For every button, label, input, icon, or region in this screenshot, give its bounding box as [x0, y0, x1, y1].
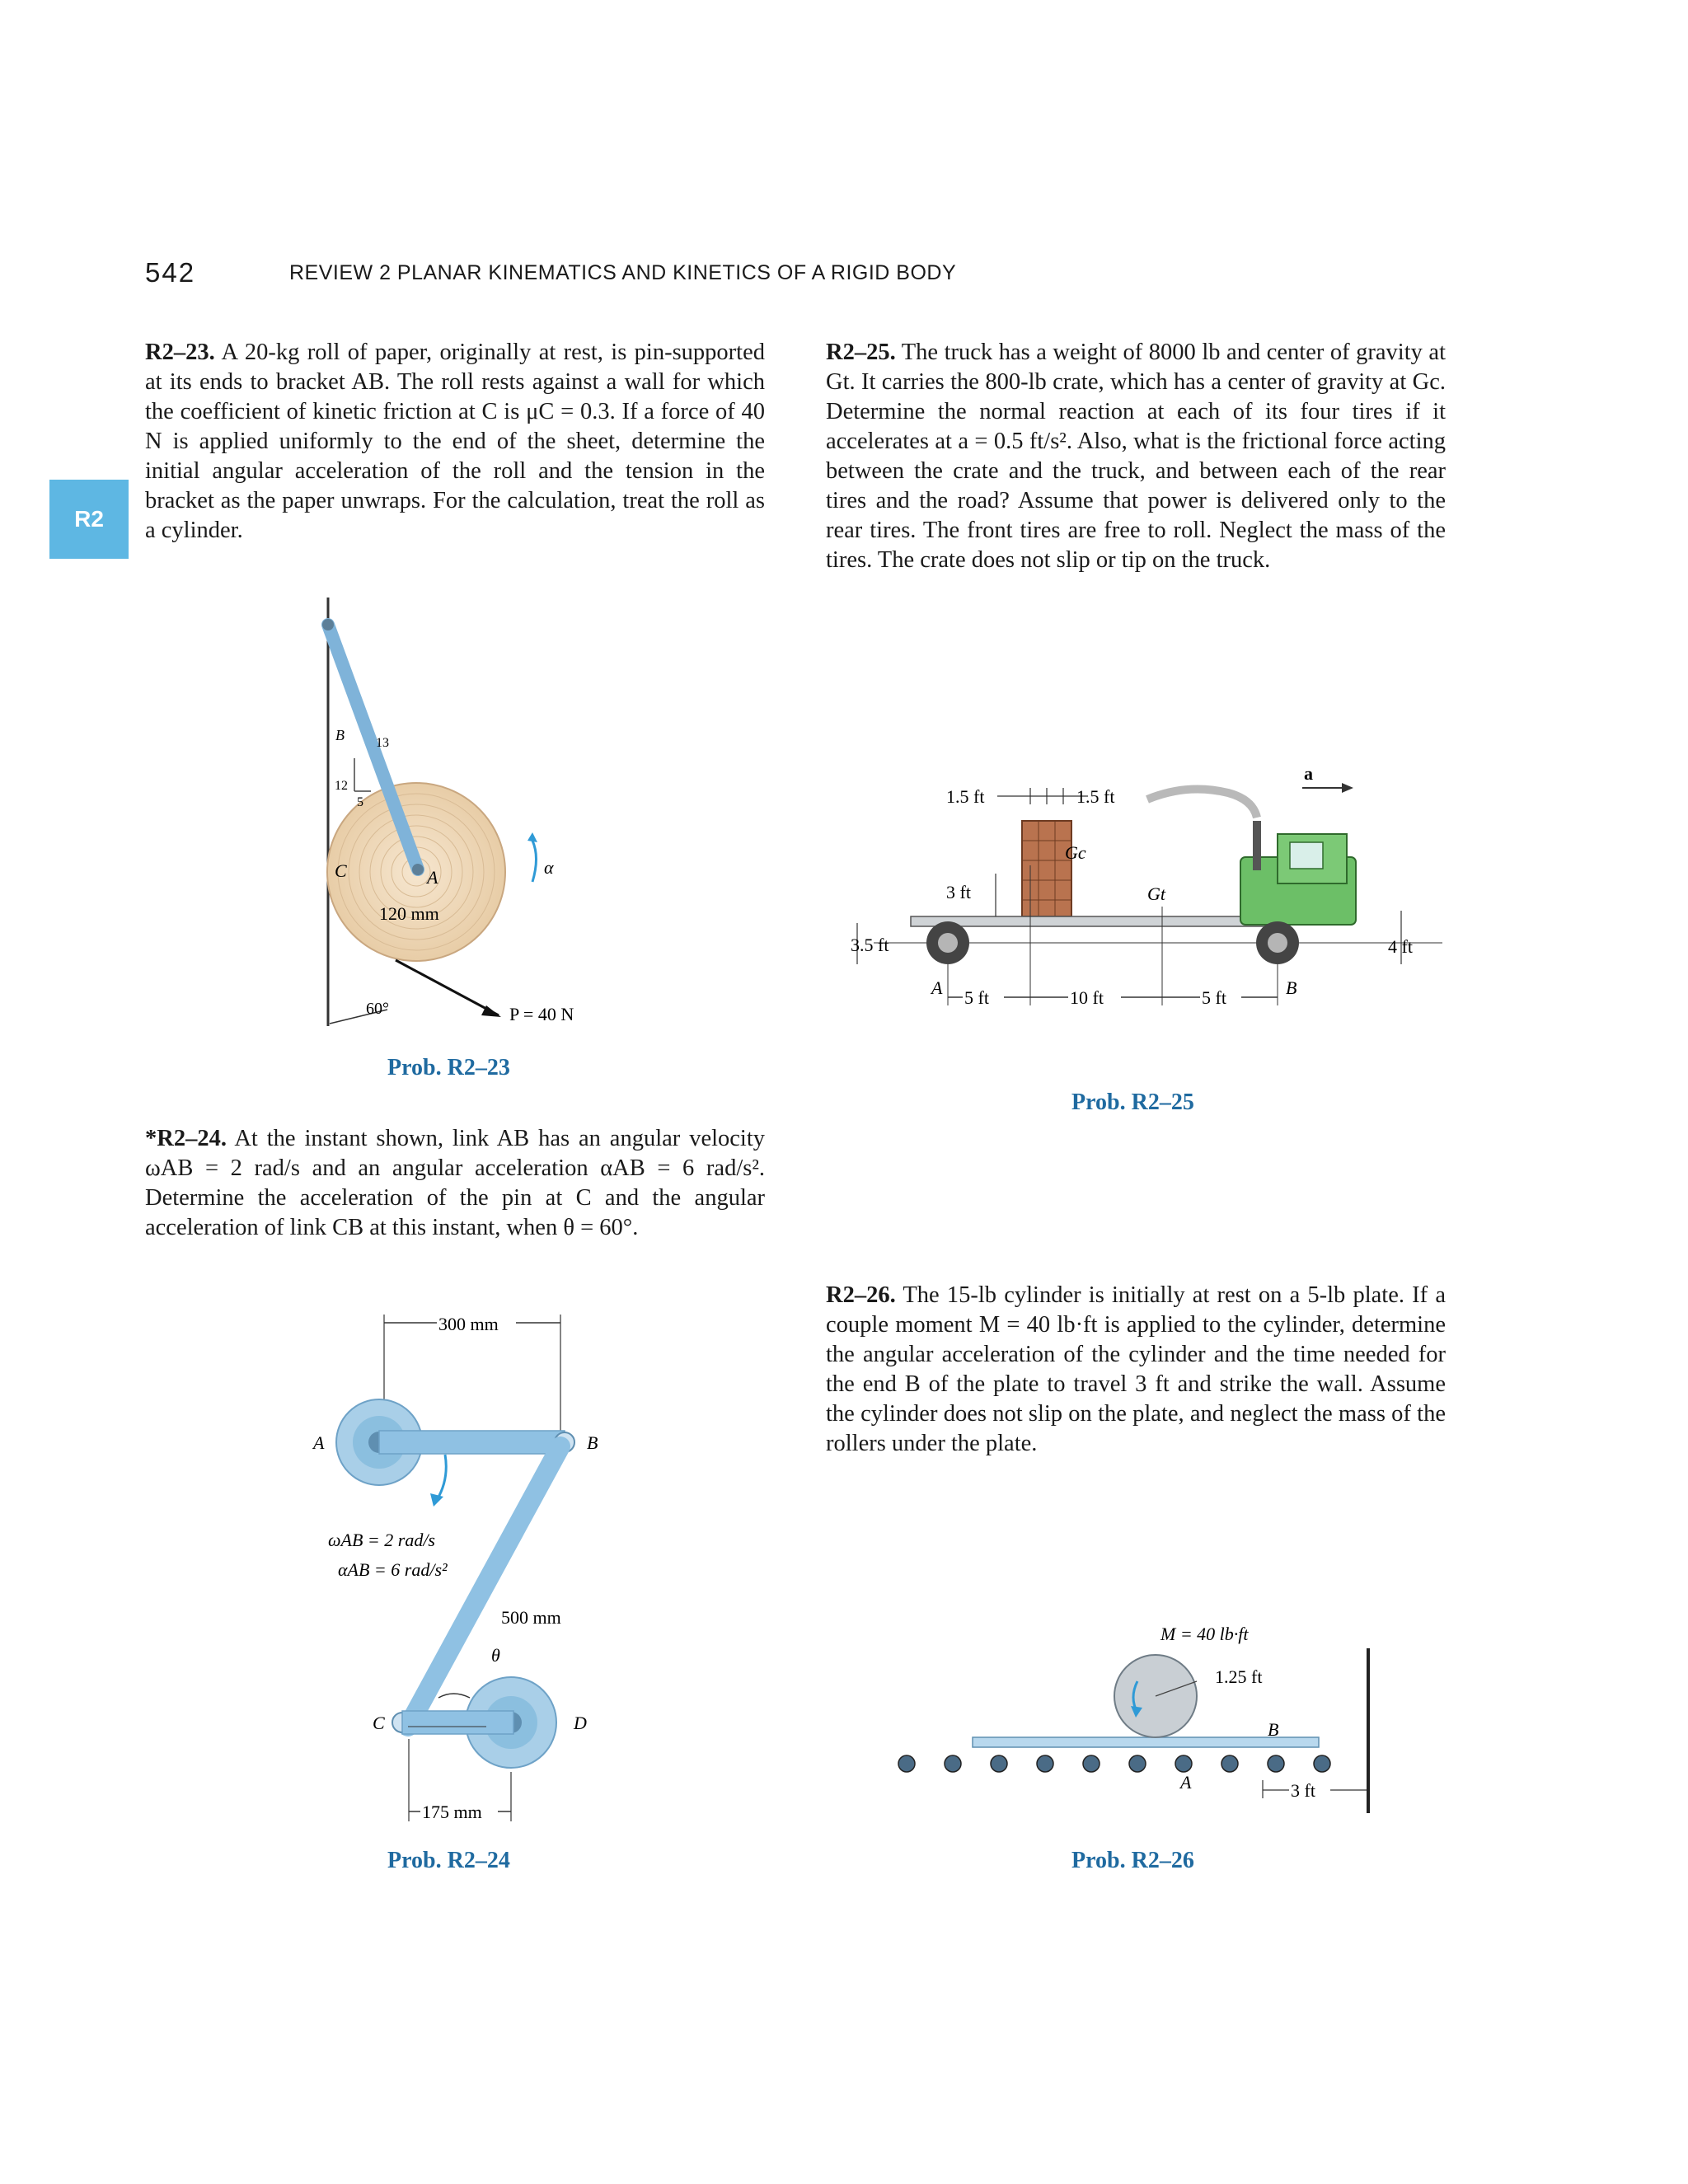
label-3ft: 3 ft [1291, 1780, 1315, 1801]
figure-r2-23 [305, 593, 635, 1038]
figure-r2-24 [305, 1310, 618, 1838]
problem-r2-23 [145, 338, 765, 546]
label-3ft: 3 ft [946, 882, 971, 902]
label-b: B [335, 727, 345, 743]
truck-bed [911, 916, 1265, 926]
label-a: A [313, 1432, 325, 1453]
label-5ft-a: 5 ft [964, 987, 989, 1008]
caption-r2-25: Prob. R2–25 [1071, 1090, 1194, 1115]
label-theta: θ [491, 1645, 500, 1666]
problem-number: R2–26. [826, 1282, 896, 1308]
problem-r2-26 [826, 1281, 1446, 1459]
label-radius: 120 mm [379, 903, 439, 924]
label-force: P = 40 N [509, 1004, 574, 1024]
label-gc: Gc [1065, 842, 1086, 863]
label-angle: 60° [366, 1000, 389, 1018]
label-alpha: αAB = 6 rad/s² [338, 1559, 448, 1580]
label-a: A [931, 977, 943, 998]
problem-r2-25 [826, 338, 1446, 575]
link-ab [379, 1431, 565, 1454]
label-175mm: 175 mm [422, 1802, 482, 1822]
label-c: C [373, 1713, 385, 1733]
problem-text: A 20-kg roll of paper, originally at rest, is pin-supported at its ends to bracket AB. The roll rests against a wall for which the coefficient of kinetic friction at C is μC = 0.3. If a force of 40 N is applied uniformly to the end of the sheet, determine the initial angular acceleration of the roll and the tension in the bracket as the paper unwraps. For the calculation, treat the roll as a cylinder. [145, 340, 765, 543]
label-accel: a [1304, 763, 1313, 784]
problem-r2-24 [145, 1124, 765, 1243]
label-moment: M = 40 lb·ft [1160, 1624, 1249, 1644]
problem-text: The truck has a weight of 8000 lb and center of gravity at Gt. It carries the 800-lb crate, which has a center of gravity at Gc. Determine the normal reaction at each of its four tires if it accelerates at a = 0.5 ft/s². Also, what is the frictional force acting between the crate and the truck, and between each of the rear tires and the road? Assume that power is delivered only to the rear tires. The front tires are free to roll. Neglect the mass of the tires. The crate does not slip or tip on the truck. [826, 340, 1446, 573]
page-number: 542 [145, 257, 196, 288]
label-1-5ft-a: 1.5 ft [946, 786, 985, 807]
label-12: 12 [335, 779, 348, 793]
crate [1022, 821, 1071, 916]
label-a: A [427, 867, 438, 888]
label-b: B [587, 1432, 598, 1453]
label-d: D [574, 1713, 587, 1733]
problem-number: *R2–24. [145, 1126, 227, 1151]
label-c: C [335, 860, 347, 881]
link-cd [402, 1711, 513, 1734]
label-gt: Gt [1147, 883, 1165, 904]
label-500mm: 500 mm [501, 1607, 561, 1628]
label-omega: ωAB = 2 rad/s [328, 1530, 435, 1550]
caption-r2-26: Prob. R2–26 [1071, 1848, 1194, 1873]
running-title: REVIEW 2 PLANAR KINEMATICS AND KINETICS OF A RIGID BODY [289, 261, 957, 284]
label-b: B [1268, 1719, 1279, 1740]
label-5ft-b: 5 ft [1202, 987, 1226, 1008]
caption-r2-23: Prob. R2–23 [387, 1055, 510, 1080]
label-3-5ft: 3.5 ft [851, 935, 889, 955]
chapter-tab[interactable]: R2 [49, 480, 129, 559]
label-a: A [1180, 1772, 1192, 1793]
plate [973, 1737, 1319, 1747]
label-4ft: 4 ft [1388, 936, 1413, 957]
figure-r2-26 [890, 1615, 1418, 1821]
problem-number: R2–23. [145, 340, 215, 365]
label-1-5ft-b: 1.5 ft [1076, 786, 1115, 807]
problem-text: The 15-lb cylinder is initially at rest on a 5-lb plate. If a couple moment M = 40 lb·ft is applied to the cylinder, determine the angular acceleration of the cylinder and the time needed for the end B of the plate to travel 3 ft and strike the wall. Assume the cylinder does not slip on the plate, and neglect the mass of the rollers under the plate. [826, 1282, 1446, 1456]
link-cb [408, 1446, 560, 1727]
label-13: 13 [376, 736, 389, 750]
figure-r2-25 [841, 763, 1451, 1080]
caption-r2-24: Prob. R2–24 [387, 1848, 510, 1873]
page-header [145, 257, 1546, 290]
label-b: B [1286, 977, 1297, 998]
label-radius: 1.25 ft [1215, 1666, 1263, 1687]
label-10ft: 10 ft [1070, 987, 1104, 1008]
label-alpha: α [544, 857, 554, 878]
problem-number: R2–25. [826, 340, 896, 365]
problem-text: At the instant shown, link AB has an angular velocity ωAB = 2 rad/s and an angular acceleration αAB = 6 rad/s². Determine the acceleration of the pin at C and the angular acceleration of link CB at this instant, when θ = 60°. [145, 1126, 765, 1240]
label-5: 5 [357, 795, 363, 809]
label-300mm: 300 mm [438, 1314, 499, 1334]
